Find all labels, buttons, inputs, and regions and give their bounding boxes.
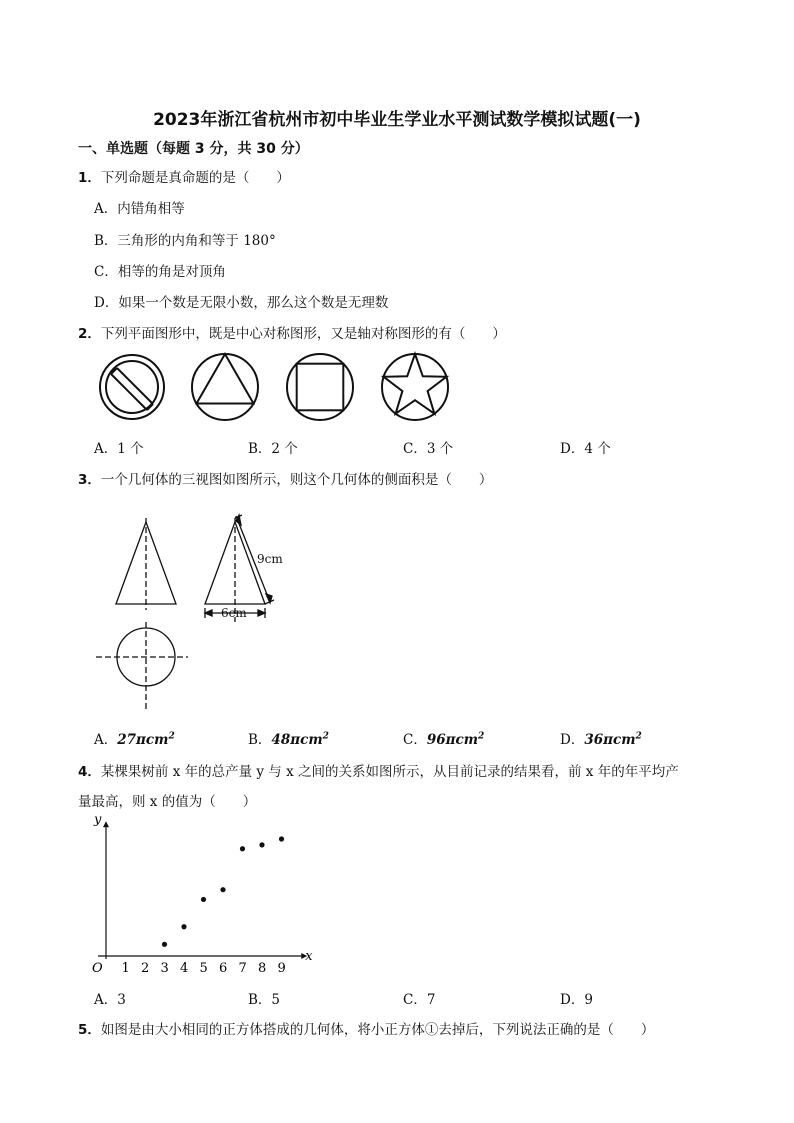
q4-option-a: A．3: [94, 992, 126, 1008]
data-point: [259, 842, 264, 847]
option-value: 36: [584, 732, 604, 748]
option-unit: πcm: [603, 732, 636, 748]
x-tick-label: 7: [238, 961, 247, 976]
option-exponent: 2: [168, 731, 175, 742]
q1-option-d: D．如果一个数是无限小数，那么这个数是无理数: [94, 295, 389, 311]
option-exponent: 2: [478, 731, 485, 742]
question-1: [78, 166, 290, 186]
base-label: 6cm: [221, 606, 247, 620]
data-point: [240, 846, 245, 851]
three-view-figure: [90, 510, 310, 715]
q2-option-a: A．1 个: [94, 441, 144, 457]
section-heading: 一、单选题（每题 3 分，共 30 分）: [78, 141, 309, 157]
question-4-line2: 量最高，则 x 的值为（ ）: [78, 794, 257, 810]
question-number: 1．: [78, 170, 101, 186]
question-5: [78, 1018, 654, 1038]
x-tick-label: 5: [199, 961, 208, 976]
question-number: 2．: [78, 326, 101, 342]
option-letter: A．: [94, 732, 118, 748]
x-tick-label: 3: [160, 961, 169, 976]
x-tick-label: 2: [141, 961, 150, 976]
data-point: [220, 887, 225, 892]
option-exponent: 2: [322, 731, 329, 742]
y-axis-arrow: [103, 821, 109, 827]
option-unit: πcm: [290, 732, 323, 748]
question-2: [78, 322, 506, 342]
data-point: [181, 924, 186, 929]
x-tick-label: 8: [258, 961, 267, 976]
x-tick-label: 6: [219, 961, 228, 976]
option-value: 48: [271, 732, 291, 748]
y-axis-label: y: [94, 812, 102, 828]
x-tick-label: 9: [277, 961, 286, 976]
option-letter: D．: [560, 732, 585, 748]
page-title: 2023年浙江省杭州市初中毕业生学业水平测试数学模拟试题(一): [153, 110, 641, 130]
top-view: [96, 622, 188, 710]
q1-option-c: C．相等的角是对顶角: [94, 264, 226, 280]
option-unit: πcm: [136, 732, 169, 748]
q4-option-d: D．9: [560, 992, 593, 1008]
question-stem: 一个几何体的三视图如图所示，则这个几何体的侧面积是（ ）: [100, 472, 493, 488]
data-point: [201, 897, 206, 902]
question-stem: 下列命题是真命题的是（ ）: [100, 170, 290, 186]
q3-option-a: [94, 728, 175, 748]
origin-label: O: [92, 961, 103, 976]
question-number: 4．: [78, 764, 101, 780]
q2-option-d: D．4 个: [560, 441, 611, 457]
x-axis-label: x: [305, 949, 313, 964]
question-3: [78, 468, 492, 488]
question-number: 5．: [78, 1022, 101, 1038]
figure-slashed-circle: [100, 355, 164, 419]
question-number: 3．: [78, 472, 101, 488]
option-exponent: 2: [635, 731, 642, 742]
option-value: 27: [117, 732, 137, 748]
q2-option-c: C．3 个: [403, 441, 454, 457]
figure-star-in-circle: [382, 354, 448, 420]
x-tick-label: 4: [180, 961, 189, 976]
data-point: [279, 836, 284, 841]
data-point: [162, 942, 167, 947]
q4-option-c: C．7: [403, 992, 436, 1008]
option-letter: C．: [403, 732, 427, 748]
figure-triangle-in-circle: [192, 354, 258, 420]
question-4: [78, 760, 679, 780]
option-letter: B．: [248, 732, 272, 748]
slant-label: 9cm: [257, 552, 283, 566]
q4-option-b: B．5: [248, 992, 281, 1008]
question-stem-line1: 某棵果树前 x 年的总产量 y 与 x 之间的关系如图所示，从目前记录的结果看，前 x 年的年平均产: [100, 764, 679, 780]
q1-option-b: B．三角形的内角和等于 180°: [94, 233, 276, 249]
question-stem: 下列平面图形中，既是中心对称图形，又是轴对称图形的有（ ）: [100, 326, 506, 342]
q3-option-c: [403, 728, 484, 748]
x-tick-label: 1: [121, 961, 130, 976]
q3-option-b: [248, 728, 329, 748]
q2-figures: [95, 350, 455, 430]
scatter-chart: [86, 812, 326, 978]
front-view: [116, 518, 176, 610]
q2-option-b: B．2 个: [248, 441, 298, 457]
option-value: 96: [426, 732, 446, 748]
option-unit: πcm: [445, 732, 479, 748]
figure-square-in-circle: [287, 354, 353, 420]
q1-option-a: A．内错角相等: [94, 201, 185, 217]
question-stem: 如图是由大小相同的正方体搭成的几何体，将小正方体①去掉后，下列说法正确的是（ ）: [100, 1022, 655, 1038]
q3-option-d: [560, 728, 642, 748]
